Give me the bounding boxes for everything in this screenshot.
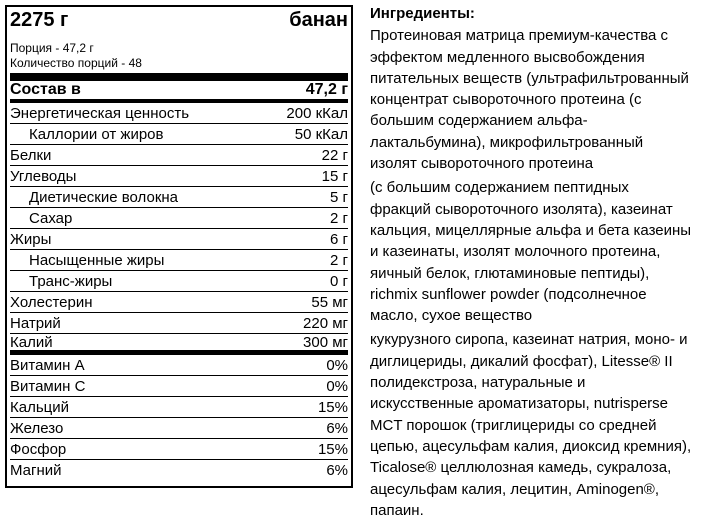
ingredients-line: концентрат сывороточного протеина (с [370, 91, 642, 109]
nutrient-row-vitamin-c [10, 376, 348, 397]
nutrient-row-fat-calories [10, 124, 348, 145]
servings-count: Количество порций - 48 [10, 56, 348, 81]
nutrient-name: Сахар [29, 209, 73, 227]
nutrient-row-energy [10, 103, 348, 124]
nutrient-name: Железо [10, 419, 64, 437]
serving-size: Порция - 47,2 г [10, 41, 94, 55]
nutrient-value: 220 мг [303, 314, 348, 332]
nutrient-value: 300 мг [303, 333, 348, 351]
ingredients-line: richmix sunflower powder (подсолнечное [370, 285, 647, 303]
ingredients-line: ацесульфам калия, лецитин, Aminogen®, [370, 480, 660, 498]
nutrient-name: Витамин А [10, 356, 85, 374]
nutrient-name: Белки [10, 146, 52, 164]
nutrient-name: Углеводы [10, 167, 77, 185]
nutrient-name: Каллории от жиров [29, 125, 164, 143]
nutrient-row-trans-fat [10, 271, 348, 292]
composition-header-amount: 47,2 г [305, 81, 348, 98]
nutrient-value: 50 кКал [294, 125, 348, 143]
nutrient-row-fat [10, 229, 348, 250]
ingredients-line: лактальбумина), микрофильтрованный [370, 133, 644, 151]
ingredients-line: и казеинаты, изолят молочного протеина, [370, 243, 661, 261]
nutrition-facts-panel [5, 5, 353, 488]
ingredients-line: кальция, мицеллярные альфа и бета казеины [370, 221, 692, 239]
nutrient-name: Фосфор [10, 440, 67, 458]
nutrient-row-calcium [10, 397, 348, 418]
ingredients-line: изолят сывороточного протеина [370, 155, 594, 173]
nutrient-value: 0% [326, 377, 348, 395]
label-heading [10, 7, 348, 41]
flavor-name: банан [289, 9, 348, 31]
ingredients-line: полидекстроза, натуральные и [370, 374, 586, 392]
nutrient-value: 0% [326, 356, 348, 374]
ingredients-line: папаин. [370, 501, 424, 519]
nutrient-row-vitamin-a [10, 355, 348, 376]
ingredients-line: Ticalose® целлюлозная камедь, сукралоза, [370, 459, 672, 477]
nutrient-value: 22 г [321, 146, 348, 164]
nutrient-name: Транс-жиры [29, 272, 113, 290]
nutrient-value: 5 г [330, 188, 348, 206]
nutrient-name: Кальций [10, 398, 69, 416]
ingredients-section [370, 3, 715, 521]
ingredients-title: Ингредиенты: [370, 5, 475, 22]
ingredients-line: кукурузного сиропа, казеинат натрия, моно- и [370, 331, 688, 349]
composition-header [10, 81, 348, 103]
ingredients-line: большим содержанием альфа- [370, 112, 588, 130]
nutrient-row-sodium [10, 313, 348, 334]
ingredients-line: искусственные ароматизаторы, nutrisperse [370, 395, 669, 413]
nutrient-value: 2 г [330, 209, 348, 227]
ingredients-line: Протеиновая матрица премиум-качества с [370, 27, 669, 45]
nutrient-value: 55 мг [311, 293, 348, 311]
nutrient-row-iron [10, 418, 348, 439]
nutrient-row-sugar [10, 208, 348, 229]
nutrient-value: 6% [326, 462, 348, 479]
ingredients-line: фракций сывороточного изолята), казеинат [370, 200, 673, 218]
ingredients-line: масло, сухое вещество [370, 307, 533, 325]
nutrient-name: Витамин С [10, 377, 86, 395]
nutrient-name: Калий [10, 333, 53, 351]
nutrient-name: Магний [10, 462, 62, 479]
nutrient-name: Жиры [10, 230, 52, 248]
nutrient-row-cholesterol [10, 292, 348, 313]
ingredients-line: цепью, ацесульфам калия, диоксид кремния), [370, 437, 692, 455]
nutrient-value: 200 кКал [286, 104, 348, 122]
nutrient-value: 15% [317, 440, 348, 458]
nutrient-value: 0 г [330, 272, 348, 290]
package-weight: 2275 г [10, 9, 69, 31]
nutrient-value: 15 г [321, 167, 348, 185]
nutrient-name: Натрий [10, 314, 61, 332]
ingredients-line: яичный белок, глютаминовые пептиды), [370, 264, 650, 282]
nutrient-row-fiber [10, 187, 348, 208]
nutrient-value: 6 г [330, 230, 348, 248]
nutrient-name: Диетические волокна [29, 188, 179, 206]
ingredients-line: MCT порошок (триглицериды со средней [370, 416, 657, 434]
nutrient-name: Энергетическая ценность [10, 104, 190, 122]
nutrient-row-magnesium [10, 460, 348, 481]
nutrient-row-protein [10, 145, 348, 166]
nutrient-row-potassium [10, 334, 348, 355]
ingredients-line: (с большим содержанием пептидных [370, 179, 629, 197]
nutrient-row-carbs [10, 166, 348, 187]
ingredients-line: диглицериды, дикалий фосфат), Litesse® II [370, 352, 673, 370]
ingredients-line: питательных веществ (ультрафильтрованный [370, 69, 689, 87]
ingredients-text [370, 25, 715, 521]
composition-header-label: Состав в [10, 81, 81, 98]
nutrient-name: Холестерин [10, 293, 93, 311]
nutrient-row-saturated-fat [10, 250, 348, 271]
nutrient-value: 2 г [330, 251, 348, 269]
nutrient-value: 15% [317, 398, 348, 416]
ingredients-line: эффектом медленного высвобождения [370, 48, 645, 66]
nutrient-name: Насыщенные жиры [29, 251, 165, 269]
nutrient-row-phosphorus [10, 439, 348, 460]
nutrient-value: 6% [326, 419, 348, 437]
